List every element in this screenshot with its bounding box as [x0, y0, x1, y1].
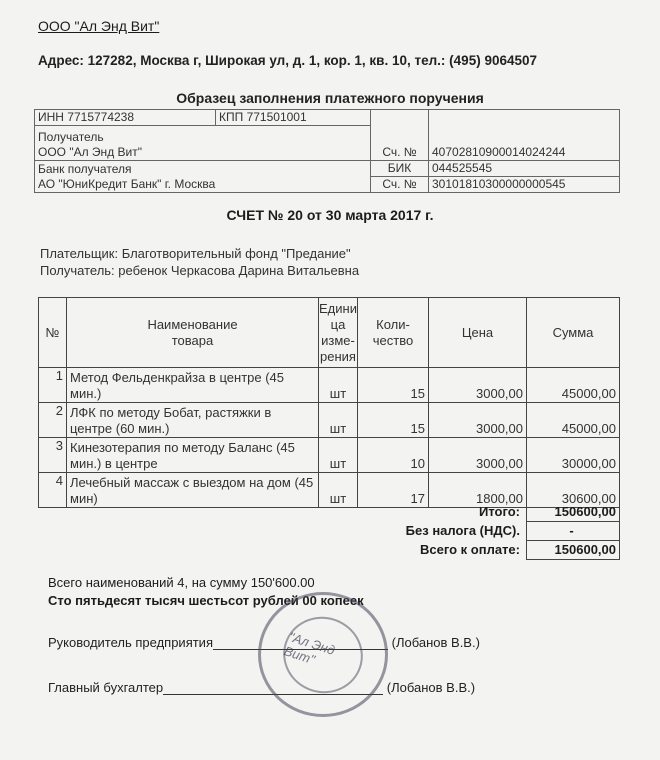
- items-table: [38, 297, 620, 508]
- corr-account-label: Сч. №: [371, 177, 429, 193]
- kpp: КПП 771501001: [216, 110, 371, 126]
- col-price: Цена: [429, 298, 527, 368]
- due-label: Всего к оплате:: [420, 542, 520, 557]
- payer: Плательщик: Благотворительный фонд "Предание": [40, 246, 351, 261]
- totals: [38, 503, 620, 560]
- payment-sample-title: Образец заполнения платежного поручения: [176, 90, 484, 106]
- amount-in-words: Сто пятьдесят тысяч шестьсот рублей 00 копеек: [48, 593, 364, 608]
- bik-label: БИК: [371, 161, 429, 177]
- table-row: 3 Кинезотерапия по методу Баланс (45 мин.) в центре шт 10 3000,00 30000,00: [39, 438, 620, 473]
- col-number: №: [39, 298, 67, 368]
- total-label: Итого:: [479, 504, 520, 519]
- company-name: ООО "Ал Энд Вит": [38, 18, 160, 34]
- table-row: 2 ЛФК по методу Бобат, растяжки в центре (60 мин.) шт 15 3000,00 45000,00: [39, 403, 620, 438]
- table-row: 1 Метод Фельденкрайза в центре (45 мин.) шт 15 3000,00 45000,00: [39, 368, 620, 403]
- company-stamp: "Ал Энд Вит": [258, 592, 388, 717]
- bank-details-table: [34, 109, 620, 193]
- recipient-bank: Банк получателя АО "ЮниКредит Банк" г. Москва: [35, 161, 371, 193]
- recipient: Получатель ООО "Ал Энд Вит": [35, 126, 371, 161]
- due-value: 150600,00: [526, 541, 620, 560]
- col-sum: Сумма: [527, 298, 620, 368]
- table-row: 4 Лечебный массаж с выездом на дом (45 мин) шт 17 1800,00 30600,00: [39, 473, 620, 508]
- vat-value: -: [526, 522, 620, 541]
- vat-label: Без налога (НДС).: [405, 523, 520, 538]
- invoice-title: СЧЕТ № 20 от 30 марта 2017 г.: [226, 207, 434, 223]
- corr-account: 30101810300000000545: [429, 177, 620, 193]
- col-qty: Коли- чество: [358, 298, 429, 368]
- bik: 044525545: [429, 161, 620, 177]
- director-signature: Руководитель предприятия (Лобанов В.В.): [48, 635, 480, 650]
- account-label: Сч. №: [371, 126, 429, 161]
- invoice-recipient: Получатель: ребенок Черкасова Дарина Витальевна: [40, 263, 360, 278]
- account-number: 40702810900014024244: [429, 126, 620, 161]
- inn: ИНН 7715774238: [35, 110, 216, 126]
- col-name: Наименование товара: [67, 298, 319, 368]
- company-address: Адрес: 127282, Москва г, Широкая ул, д. 1, кор. 1, кв. 10, тел.: (495) 9064507: [38, 53, 538, 68]
- col-unit: Едини ца изме- рения: [319, 298, 358, 368]
- total-value: 150600,00: [526, 503, 620, 522]
- items-count-summary: Всего наименований 4, на сумму 150'600.00: [48, 575, 315, 590]
- accountant-signature: Главный бухгалтер (Лобанов В.В.): [48, 680, 476, 695]
